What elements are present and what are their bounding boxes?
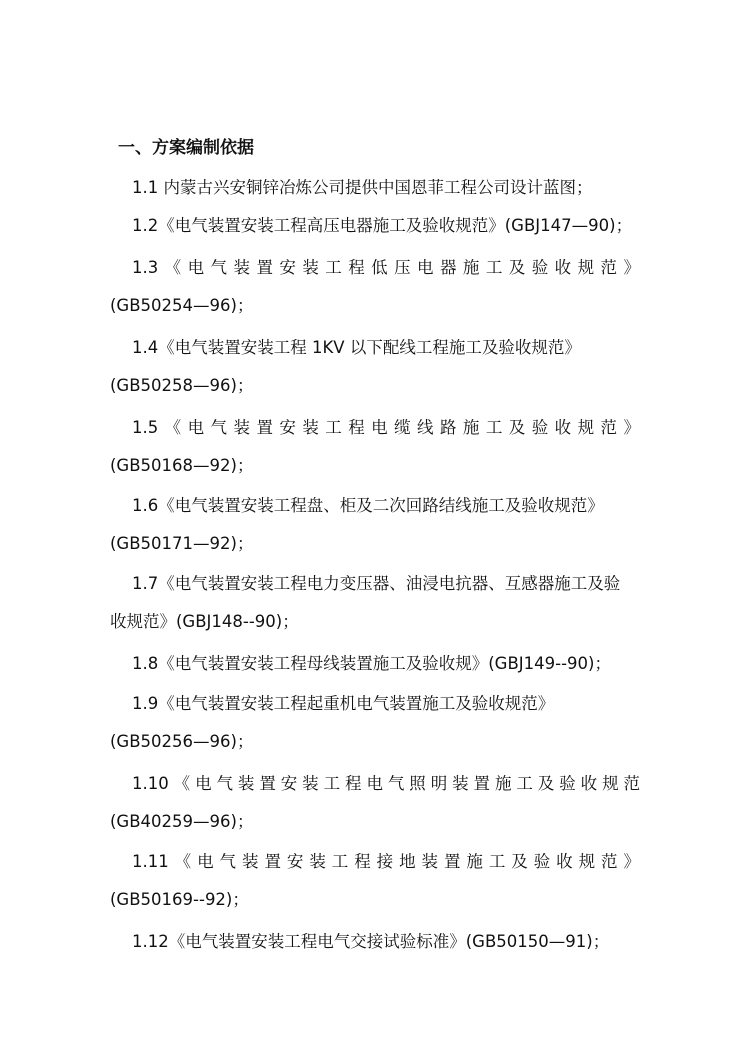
list-item: 1.12《电气装置安装工程电气交接试验标准》(GB50150—91)； bbox=[132, 932, 610, 951]
list-item: 1.11《电气装置安装工程接地装置施工及验收规范》 bbox=[132, 852, 640, 871]
list-item-continuation: (GB50169--92)； bbox=[110, 890, 249, 909]
section-heading: 一、方案编制依据 bbox=[118, 138, 254, 158]
list-item: 1.3《电气装置安装工程低压电器施工及验收规范》 bbox=[132, 258, 640, 277]
list-item-continuation: (GB50254—96)； bbox=[110, 296, 254, 315]
list-item-continuation: 收规范》(GBJ148--90)； bbox=[110, 612, 299, 631]
list-item-continuation: (GB50171—92)； bbox=[110, 534, 254, 553]
list-item: 1.5《电气装置安装工程电缆线路施工及验收规范》 bbox=[132, 418, 640, 437]
list-item: 1.10《电气装置安装工程电气照明装置施工及验收规范 bbox=[132, 774, 640, 793]
list-item: 1.8《电气装置安装工程母线装置施工及验收规》(GBJ149--90)； bbox=[132, 654, 611, 673]
list-item: 1.2《电气装置安装工程高压电器施工及验收规范》(GBJ147—90)； bbox=[132, 216, 633, 235]
list-item-continuation: (GB40259—96)； bbox=[110, 812, 254, 831]
list-item-continuation: (GB50168—92)； bbox=[110, 456, 254, 475]
list-item: 1.4《电气装置安装工程 1KV 以下配线工程施工及验收规范》 bbox=[132, 338, 581, 357]
list-item: 1.7《电气装置安装工程电力变压器、油浸电抗器、互感器施工及验 bbox=[132, 574, 621, 593]
list-item-continuation: (GB50258—96)； bbox=[110, 376, 254, 395]
list-item: 1.1 内蒙古兴安铜锌冶炼公司提供中国恩菲工程公司设计蓝图； bbox=[132, 178, 593, 197]
list-item: 1.9《电气装置安装工程起重机电气装置施工及验收规范》 bbox=[132, 694, 555, 713]
list-item-continuation: (GB50256—96)； bbox=[110, 732, 254, 751]
list-item: 1.6《电气装置安装工程盘、柜及二次回路结线施工及验收规范》 bbox=[132, 496, 604, 515]
